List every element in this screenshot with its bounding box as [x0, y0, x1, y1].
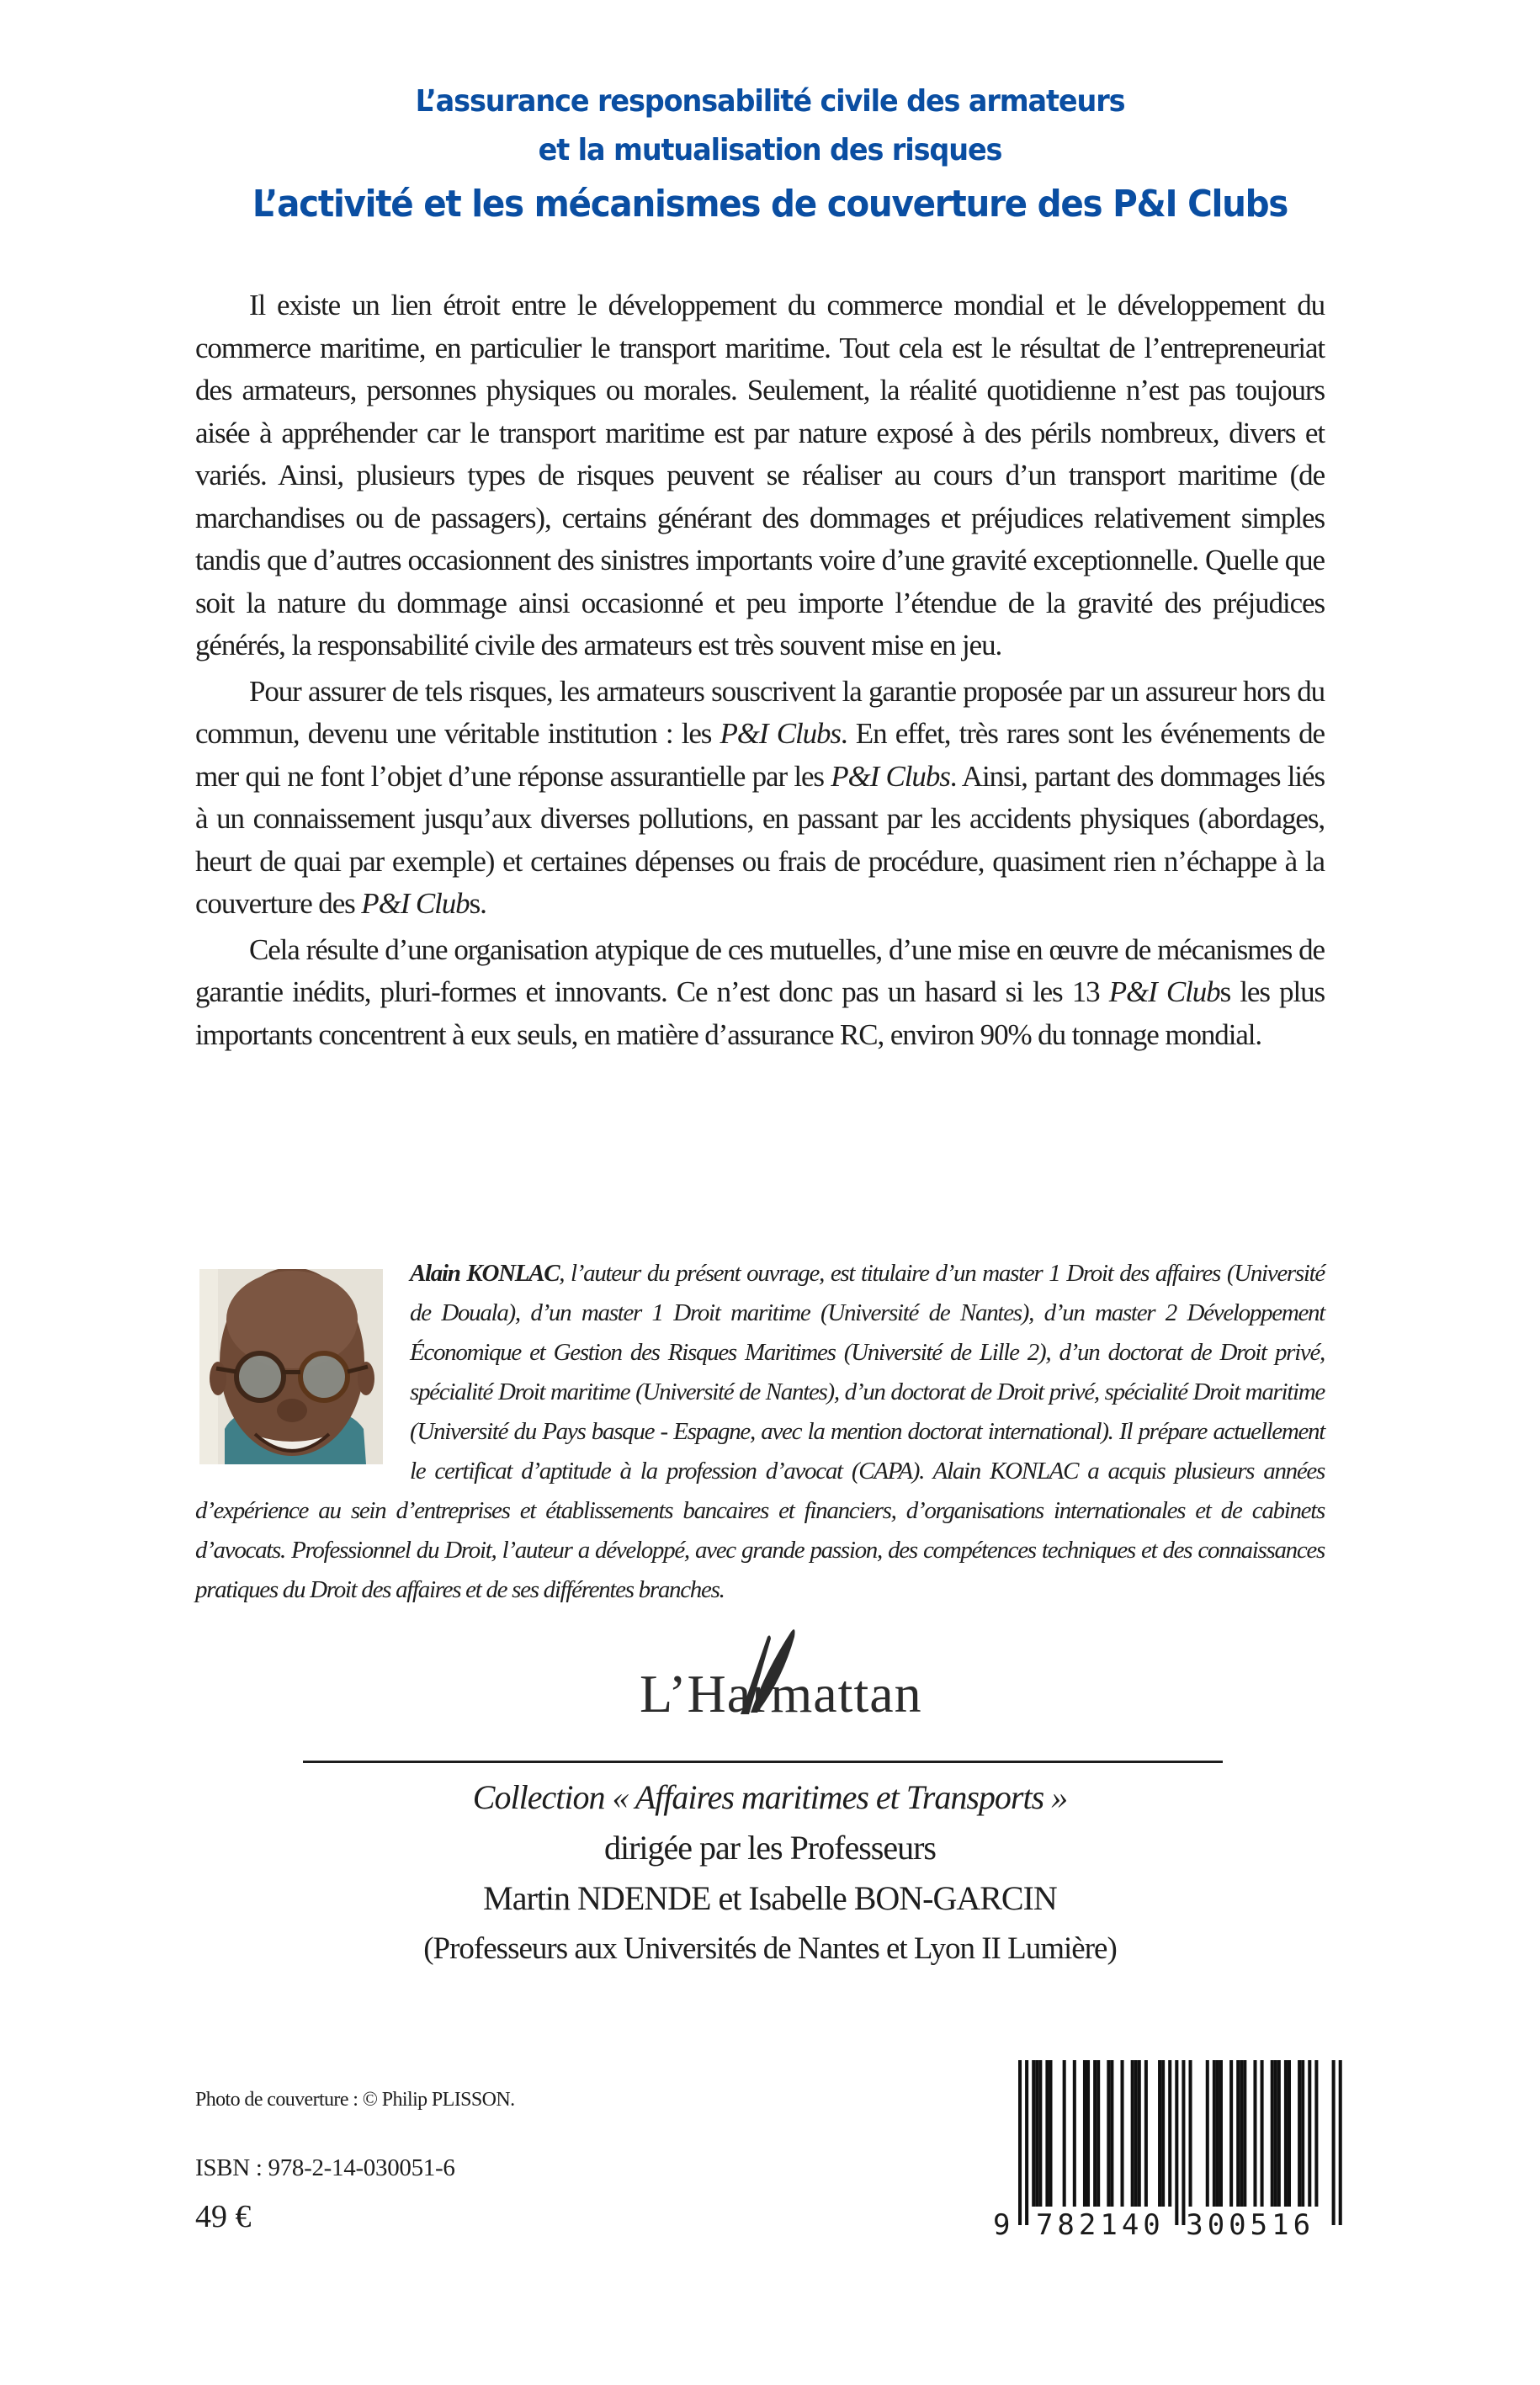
- barcode-bar: [1131, 2060, 1134, 2207]
- barcode-bar: [1073, 2060, 1076, 2207]
- barcode-bar: [1097, 2060, 1100, 2207]
- barcode-bar: [1032, 2060, 1035, 2207]
- barcode-bar: [1134, 2060, 1138, 2207]
- barcode-bar: [1216, 2060, 1219, 2207]
- barcode-bar: [1158, 2060, 1161, 2207]
- barcode-bar: [1025, 2060, 1028, 2225]
- barcode-bar: [1161, 2060, 1165, 2207]
- blurb-text: s.: [469, 887, 486, 920]
- barcode-bar: [1261, 2060, 1264, 2207]
- barcode-bar: [1271, 2060, 1274, 2207]
- price: 49 €: [195, 2199, 252, 2234]
- blurb-paragraph-3: [195, 929, 1325, 1057]
- collection-series: Collection « Affaires maritimes et Transports »: [472, 1778, 1068, 1816]
- publisher-name: L’Harmattan: [640, 1664, 922, 1724]
- collection-editors: Martin NDENDE et Isabelle BON-GARCIN: [483, 1879, 1057, 1917]
- title-line-2: et la mutualisation des risques: [538, 133, 1002, 167]
- barcode-bar: [1206, 2060, 1209, 2207]
- barcode-bar: [1018, 2060, 1022, 2225]
- barcode-bar: [1144, 2060, 1148, 2207]
- barcode-bar: [1308, 2060, 1311, 2207]
- barcode-bar: [1168, 2060, 1171, 2207]
- divider-rule: [303, 1761, 1223, 1763]
- subtitle: L’activité et les mécanismes de couverture des P&I Clubs: [252, 183, 1288, 226]
- blurb-paragraph-2: [195, 671, 1325, 926]
- pi-clubs-italic: P&I Club: [361, 887, 470, 920]
- barcode-bar: [1086, 2060, 1090, 2207]
- blurb-text: s les plus importants concentrent à eux seuls, en matière d’assurance RC, environ 90% du tonnage mondial.: [195, 975, 1325, 1051]
- barcode-bar: [1284, 2060, 1288, 2207]
- author-bio-text: , l’auteur du présent ouvrage, est titulaire d’un master 1 Droit des affaires (Université de Douala), d’un master 1 Droit maritime (Université de Nantes), d’un master 2 Développement Économique et Gestion des Risques Maritimes (Université de Lille 2), d’un doctorat de Droit privé, spécialité Droit maritime (Université de Nantes), d’un doctorat de Droit privé, spécialité Droit maritime (Université du Pays basque - Espagne, avec la mention doctorat international). Il prépare actuellement le certificat d’aptitude à la profession d’avocat (CAPA). Alain KONLAC a acquis plusieurs années d’expérience au sein d’entreprises et établissements bancaires et financiers, d’organisations internationales et de cabinets d’avocats. Professionnel du Droit, l’auteur a développé, avec grande passion, des compétences techniques et des connaissances pratiques du Droit des affaires et de ses différentes branches.: [195, 1260, 1325, 1603]
- barcode-bar: [1274, 2060, 1277, 2207]
- barcode-bar: [1189, 2060, 1192, 2207]
- barcode-bar: [1288, 2060, 1291, 2207]
- barcode-bar: [1339, 2060, 1342, 2225]
- blurb-text: Cela résulte d’une organisation atypique de ces mutuelles, d’une mise en œuvre de mécanismes de garantie inédits, pluri-formes et innovants. Ce n’est donc pas un hasard si les 13: [195, 932, 1325, 1008]
- pi-clubs-italic: P&I Clubs: [720, 717, 841, 750]
- isbn: ISBN : 978-2-14-030051-6: [195, 2154, 455, 2181]
- author-bio: [195, 1254, 1325, 1610]
- barcode-bar: [1038, 2060, 1042, 2207]
- barcode-bar: [1110, 2060, 1113, 2207]
- blurb-text: Pour assurer de tels risques, les armateurs souscrivent la garantie proposée par un assureur hors du commun, devenu une véritable institution : les: [195, 674, 1325, 750]
- blurb-text: . En effet, très rares sont les événements de mer qui ne font l’objet d’une réponse assurantielle par les: [195, 717, 1325, 793]
- photo-credit: Photo de couverture : © Philip PLISSON.: [195, 2089, 515, 2111]
- barcode-bar: [1121, 2060, 1124, 2207]
- barcode-bar: [1332, 2060, 1336, 2225]
- barcode-bar: [1253, 2060, 1256, 2207]
- barcode-bar: [1138, 2060, 1141, 2207]
- barcode-bar: [1093, 2060, 1097, 2207]
- back-cover-blurb: [195, 284, 1325, 1056]
- collection-directed-by: dirigée par les Professeurs: [604, 1829, 936, 1867]
- barcode-bar: [1083, 2060, 1086, 2207]
- barcode-bar: [1175, 2060, 1178, 2225]
- barcode-bar: [1219, 2060, 1223, 2207]
- barcode-bar: [1107, 2060, 1110, 2207]
- barcode-bar: [1049, 2060, 1052, 2207]
- collection-affiliation: (Professeurs aux Universités de Nantes et Lyon II Lumière): [423, 1931, 1117, 1966]
- barcode-digits: 9 782140 300516: [993, 2208, 1315, 2242]
- barcode-bar: [1213, 2060, 1216, 2207]
- barcode-bar: [1314, 2060, 1318, 2207]
- collection-info: [0, 1772, 1540, 1974]
- barcode-bar: [1229, 2060, 1233, 2207]
- barcode-bar: [1063, 2060, 1066, 2207]
- barcode-bar: [1240, 2060, 1243, 2207]
- barcode-bar: [1243, 2060, 1246, 2207]
- pi-clubs-italic: P&I Club: [1108, 975, 1220, 1008]
- blurb-text: . Ainsi, partant des dommages liés à un connaissement jusqu’aux diverses pollutions, en passant par les accidents physiques (abordages, heurt de quai par exemple) et certaines dépenses ou frais de procédure, quasiment rien n’échappe à la couverture des: [195, 759, 1325, 920]
- barcode-bar: [1045, 2060, 1049, 2207]
- cover-titles: [0, 77, 1540, 234]
- title-line-1: L’assurance responsabilité civile des armateurs: [415, 84, 1125, 119]
- barcode-bar: [1298, 2060, 1301, 2207]
- barcode-bar: [1236, 2060, 1240, 2207]
- publisher-logo: [640, 1620, 922, 1724]
- blurb-paragraph-1: Il existe un lien étroit entre le développement du commerce mondial et le développement du commerce maritime, en particulier le transport maritime. Tout cela est le résultat de l’entrepreneuriat des armateurs, personnes physiques ou morales. Seulement, la réalité quotidienne n’est pas toujours aisée à appréhender car le transport maritime est par nature exposé à des périls nombreux, divers et variés. Ainsi, plusieurs types de risques peuvent se réaliser au cours d’un transport maritime (de marchandises ou de passagers), certains générant des dommages et préjudices relativement simples tandis que d’autres occasionnent des sinistres importants voire d’une gravité exceptionnelle. Quelle que soit la nature du dommage ainsi occasionné et peu importe l’étendue de la gravité des préjudices générés, la responsabilité civile des armateurs est très souvent mise en jeu.: [195, 289, 1325, 661]
- barcode-bar: [1277, 2060, 1281, 2207]
- pi-clubs-italic: P&I Clubs: [831, 759, 950, 793]
- author-name: Alain KONLAC: [410, 1260, 560, 1287]
- barcode-bar: [1182, 2060, 1185, 2225]
- barcode-bar: [1035, 2060, 1038, 2207]
- barcode-bar: [1301, 2060, 1304, 2207]
